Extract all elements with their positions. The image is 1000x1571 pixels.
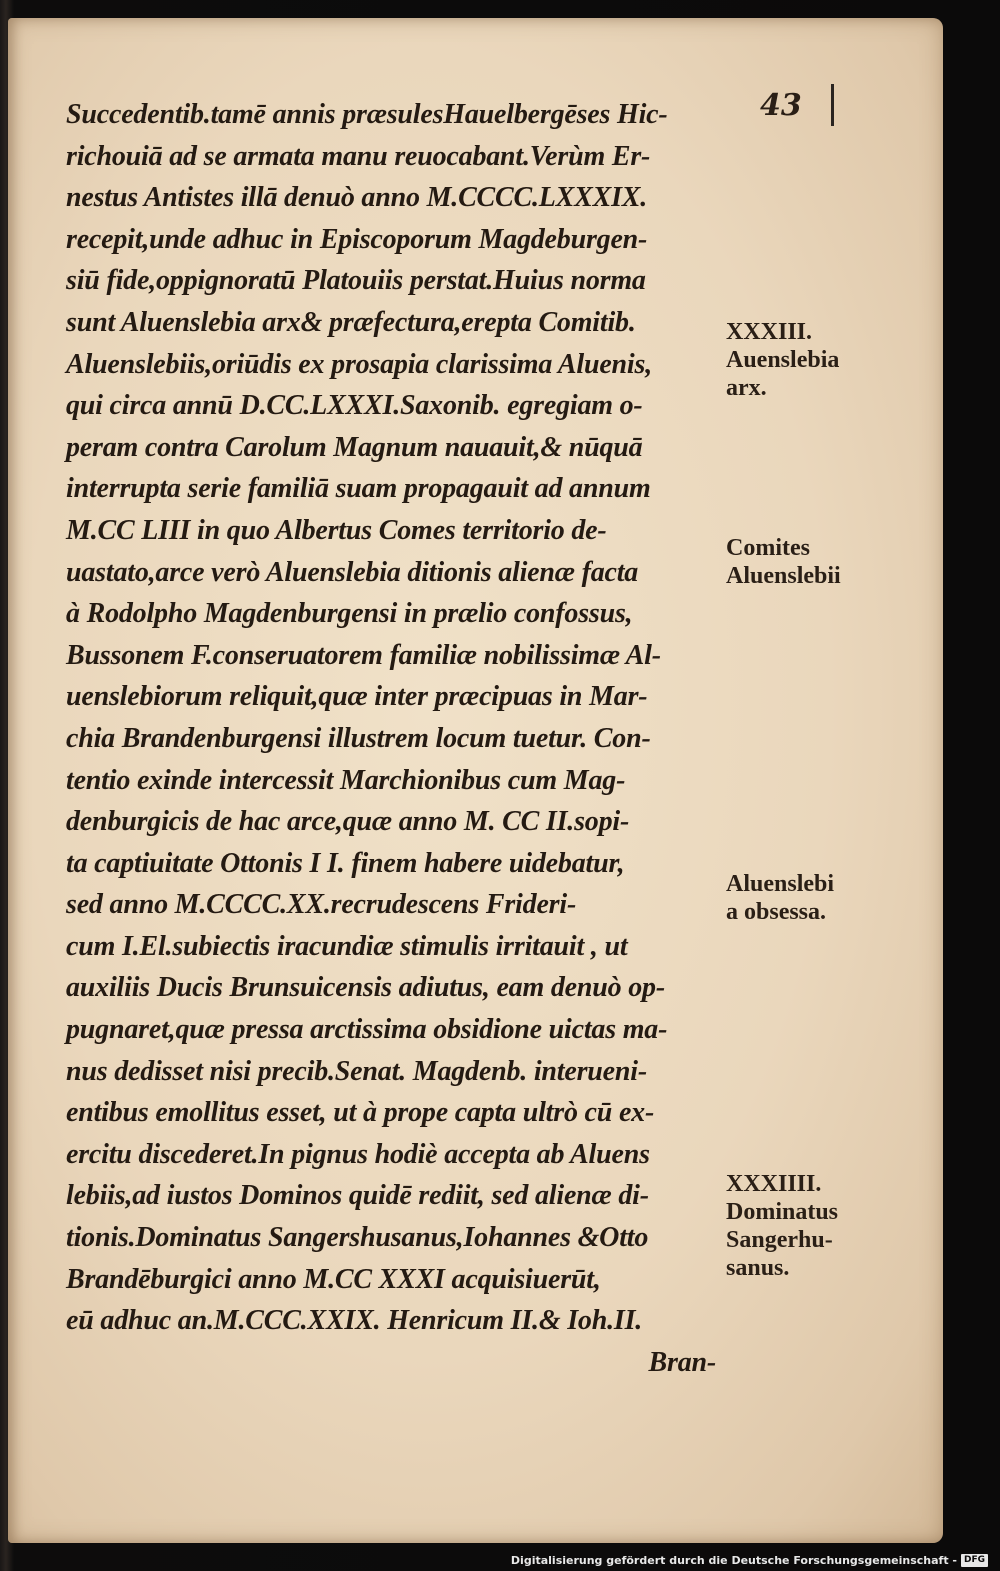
- text-line: nus dedisset nisi precib.Senat. Magdenb. interueni-: [66, 1055, 647, 1087]
- marginal-note-line: Dominatus: [726, 1199, 839, 1225]
- text-line: nestus Antistes illā denuò anno M.CCCC.LXXXIX.: [66, 182, 648, 214]
- marginal-note-line: a obsessa.: [726, 899, 827, 925]
- book-page: [8, 18, 943, 1543]
- marginal-note-line: Auenslebia: [726, 347, 840, 373]
- digitization-footer: [511, 1554, 988, 1567]
- text-line: sunt Aluenslebia arx& præfectura,erepta Comitib.: [66, 306, 636, 338]
- text-line: à Rodolpho Magdenburgensi in prælio confossus,: [66, 598, 633, 630]
- text-line: peram contra Carolum Magnum nauauit,& nūquā: [66, 431, 643, 463]
- text-line: tionis.Dominatus Sangershusanus,Iohannes &Otto: [66, 1222, 649, 1254]
- text-line: pugnaret,quæ pressa arctissima obsidione uictas ma-: [66, 1014, 668, 1046]
- marginal-note-obsessa: [726, 870, 834, 926]
- marginal-note-xxxiii: [726, 318, 839, 402]
- text-line: ta captiuitate Ottonis I I. finem habere uidebatur,: [66, 847, 625, 879]
- marginal-note-line: Comites: [726, 535, 810, 561]
- text-line: ercitu discederet.In pignus hodiè accepta ab Aluens: [66, 1138, 650, 1170]
- text-line: recepit,unde adhuc in Episcoporum Magdeburgen-: [66, 223, 648, 255]
- text-line: sed anno M.CCCC.XX.recrudescens Frideri-: [66, 889, 577, 921]
- main-text-block: [66, 94, 716, 1383]
- text-line: Brandēburgici anno M.CC XXXI acquisiuerūt,: [66, 1263, 601, 1295]
- text-line: Bussonem F.conseruatorem familiæ nobilissimæ Al-: [66, 639, 661, 671]
- text-line: tentio exinde intercessit Marchionibus cum Mag-: [66, 764, 626, 796]
- text-line: qui circa annū D.CC.LXXXI.Saxonib. egregiam o-: [66, 390, 643, 422]
- marginal-note-comites: [726, 534, 841, 590]
- text-line: Succedentib.tamē annis præsulesHauelbergēses Hic-: [66, 99, 668, 130]
- dfg-logo: DFG: [961, 1554, 988, 1567]
- page-edge-mark: [831, 84, 834, 126]
- marginal-note-line: Aluenslebi: [726, 871, 835, 897]
- text-line: interrupta serie familiā suam propagauit ad annum: [66, 473, 651, 505]
- marginal-note-line: arx.: [726, 375, 767, 401]
- marginal-note-line: Aluenslebii: [726, 563, 841, 589]
- text-line: cum I.El.subiectis iracundiæ stimulis irritauit , ut: [66, 930, 628, 962]
- catchword: Bran-: [648, 1346, 716, 1378]
- text-line: uenslebiorum reliquit,quæ inter præcipuas in Mar-: [66, 681, 648, 713]
- text-line: uastato,arce verò Aluenslebia ditionis alienæ facta: [66, 556, 639, 588]
- footer-text: Digitalisierung gefördert durch die Deutsche Forschungsgemeinschaft -: [510, 1554, 957, 1567]
- marginal-note-line: XXXIII.: [726, 319, 813, 345]
- text-line: entibus emollitus esset, ut à prope capta ultrò cū ex-: [66, 1097, 655, 1129]
- text-line: Aluenslebiis,oriūdis ex prosapia clarissima Aluenis,: [66, 348, 653, 380]
- text-line: richouiā ad se armata manu reuocabant.Verùm Er-: [66, 140, 651, 172]
- text-line: chia Brandenburgensi illustrem locum tuetur. Con-: [66, 722, 651, 754]
- marginal-note-xxxiiii: [726, 1170, 838, 1282]
- marginal-note-line: sanus.: [726, 1255, 790, 1281]
- text-line: lebiis,ad iustos Dominos quidē rediit, sed alienæ di-: [66, 1180, 649, 1212]
- marginal-note-line: Sangerhu-: [726, 1227, 833, 1253]
- page-number: 43: [760, 88, 802, 123]
- text-line: M.CC LIII in quo Albertus Comes territorio de-: [66, 514, 607, 546]
- text-line: denburgicis de hac arce,quæ anno M. CC II.sopi-: [66, 806, 630, 838]
- marginal-note-line: XXXIIII.: [726, 1171, 822, 1197]
- text-line: siū fide,oppignoratū Platouiis perstat.Huius norma: [66, 265, 646, 297]
- text-line: eū adhuc an.M.CCC.XXIX. Henricum II.& Ioh.II.: [66, 1305, 643, 1337]
- text-line: auxiliis Ducis Brunsuicensis adiutus, eam denuò op-: [66, 972, 665, 1004]
